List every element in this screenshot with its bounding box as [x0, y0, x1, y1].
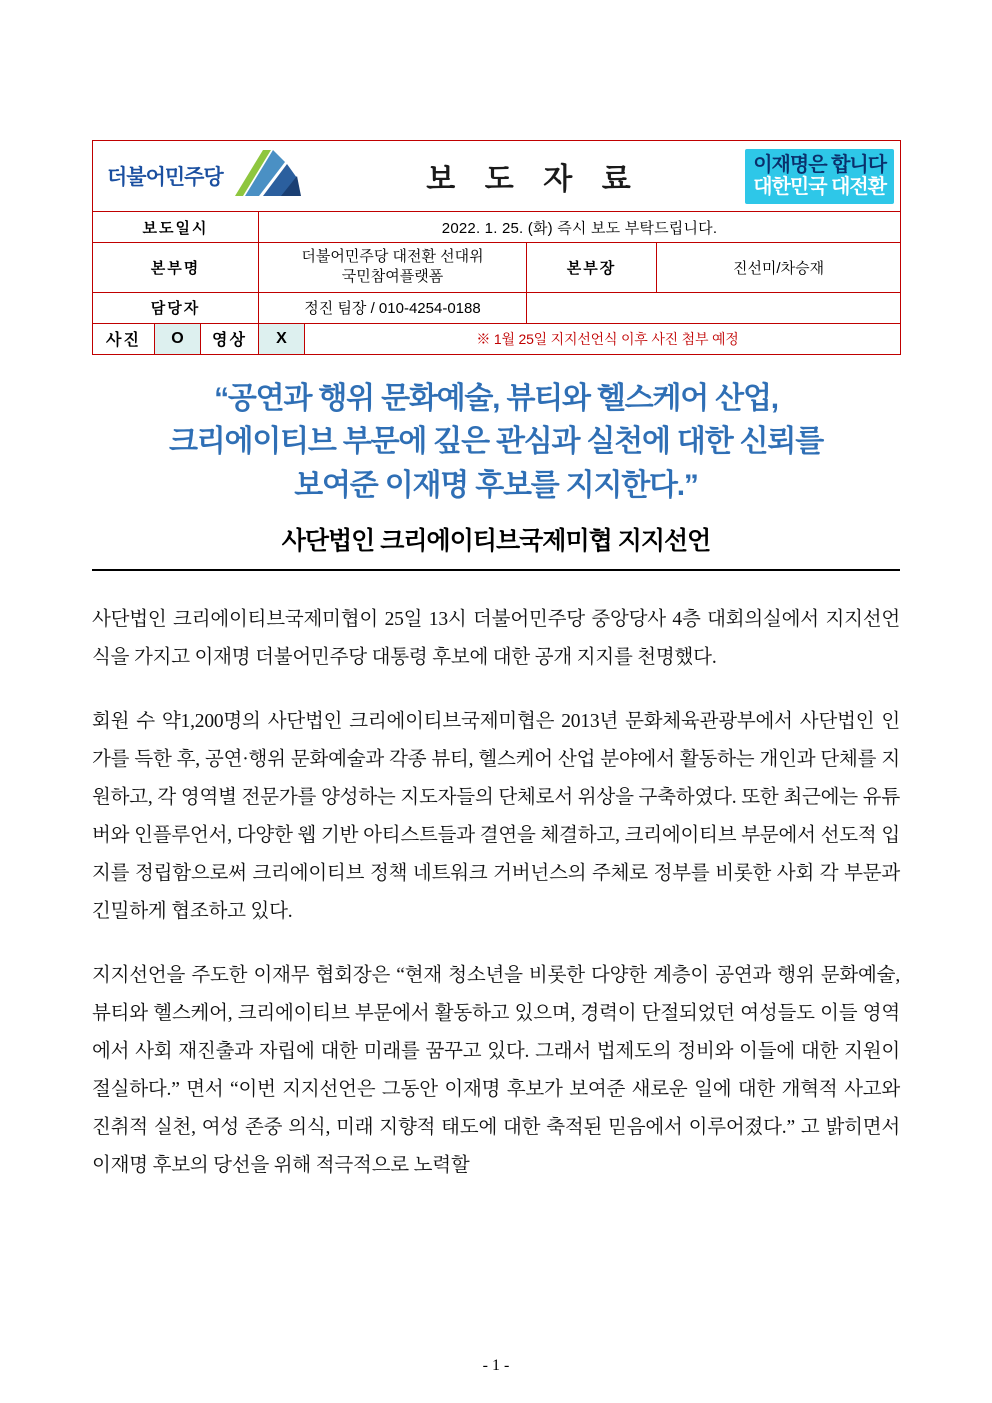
subheadline: 사단법인 크리에이티브국제미협 지지선언	[281, 527, 711, 555]
release-date-value: 2022. 1. 25. (화) 즉시 보도 부탁드립니다.	[259, 212, 901, 243]
page-number: - 1 -	[482, 1357, 510, 1374]
chief-value: 진선미/차승재	[657, 243, 901, 293]
photo-mark: O	[155, 323, 201, 354]
campaign-slogan-line1: 이재명은 합니다	[753, 153, 887, 176]
contact-value: 정진 팀장 / 010-4254-0188	[259, 292, 527, 323]
body-paragraph-2: 회원 수 약1,200명의 사단법인 크리에이티브국제미협은 2013년 문화체육관광부에서 사단법인 인가를 득한 후, 공연·행위 문화예술과 각종 뷰티, 헬스케어 산업 분야에서 활동하는 개인과 단체를 지원하고, 각 영역별 전문가를 양성하는 지도자들의 단체로서 위상을 구축하였다. 또한 최근에는 유튜버와 인플루언서, 다양한 웹 기반 아티스트들과 결연을 체결하고, 크리에이티브 부문에서 선도적 입지를 정립함으로써 크리에이티브 정책 네트워크 거버넌스의 주체로 정부를 비롯한 사회 각 부문과 긴밀하게 협조하고 있다.	[92, 711, 900, 923]
release-date-row	[93, 212, 901, 243]
party-logo	[93, 148, 303, 204]
release-date-label: 보도일시	[93, 212, 259, 243]
header-divider	[92, 569, 900, 571]
department-row	[93, 243, 901, 293]
photo-label: 사진	[93, 323, 155, 354]
press-release-header-table	[92, 140, 901, 355]
department-value	[259, 243, 527, 293]
department-value-line1: 더불어민주당 대전환 선대위	[301, 248, 484, 265]
video-label: 영상	[201, 323, 259, 354]
chief-label: 본부장	[527, 243, 657, 293]
headline-line-2: 크리에이티브 부문에 깊은 관심과 실천에 대한 신뢰를	[169, 425, 823, 458]
department-label: 본부명	[93, 243, 259, 293]
contact-label: 담당자	[93, 292, 259, 323]
campaign-slogan	[745, 149, 894, 204]
media-note: ※ 1월 25일 지지선언식 이후 사진 첨부 예정	[305, 323, 901, 354]
masthead-cell	[93, 141, 901, 212]
document-title: 보 도 자 료	[426, 163, 642, 196]
party-logo-label: 더불어민주당	[107, 166, 223, 189]
headline-line-1: “공연과 행위 문화예술, 뷰티와 헬스케어 산업,	[214, 381, 778, 415]
headline-line-3: 보여준 이재명 후보를 지지한다.”	[294, 468, 698, 502]
party-logo-mark-icon	[229, 148, 303, 204]
campaign-slogan-line2: 대한민국 대전환	[753, 175, 887, 198]
body-content	[92, 601, 900, 1185]
video-mark: X	[259, 323, 305, 354]
department-value-line2: 국민참여플랫폼	[341, 268, 444, 286]
contact-row	[93, 292, 901, 323]
body-paragraph-3: 지지선언을 주도한 이재무 협회장은 “현재 청소년을 비롯한 다양한 계층이 공연과 행위 문화예술, 뷰티와 헬스케어, 크리에이티브 부문에서 활동하고 있으며, 경력이 단절되었던 여성들도 이들 영역에서 사회 재진출과 자립에 대한 미래를 꿈꾸고 있다. 그래서 법제도의 정비와 이들에 대한 지원이 절실하다.” 면서 “이번 지지선언은 그동안 이재명 후보가 보여준 새로운 일에 대한 개혁적 사고와 진취적 실천, 여성 존중 의식, 미래 지향적 태도에 대한 축적된 믿음에서 이루어졌다.” 고 밝히면서 이재명 후보의 당선을 위해 적극적으로 노력할	[92, 965, 900, 1177]
media-row	[93, 323, 901, 354]
headline	[92, 377, 900, 508]
body-paragraph-1: 사단법인 크리에이티브국제미협이 25일 13시 더불어민주당 중앙당사 4층 대회의실에서 지지선언식을 가지고 이재명 더불어민주당 대통령 후보에 대한 공개 지지를 천명했다.	[92, 609, 900, 669]
contact-empty-cell	[527, 292, 901, 323]
masthead-row	[93, 141, 901, 212]
